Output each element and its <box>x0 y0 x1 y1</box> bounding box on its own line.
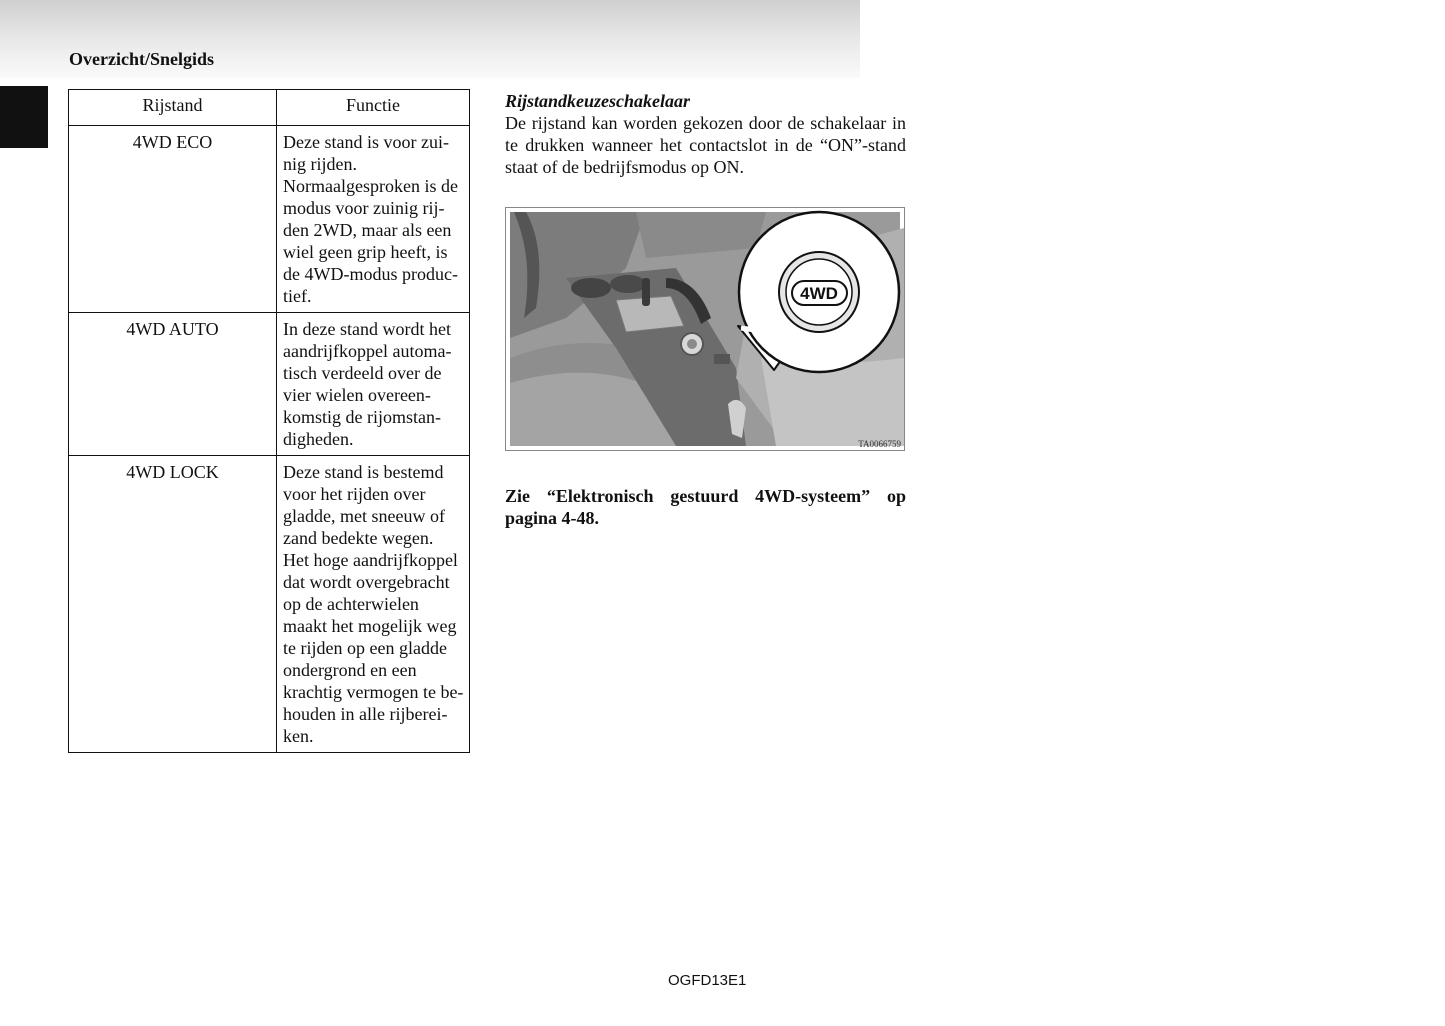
function-line: voor het rijden over <box>283 484 426 504</box>
table-row <box>69 126 470 313</box>
mode-cell: 4WD ECO <box>69 126 277 313</box>
function-line: Normaalgesproken is de <box>283 176 458 196</box>
drive-mode-table <box>68 89 470 753</box>
console-drawing <box>506 208 904 450</box>
function-line: aandrijfkoppel automa- <box>283 341 452 361</box>
function-line: wiel geen grip heeft, is <box>283 242 448 262</box>
function-line: ondergrond en een <box>283 660 417 680</box>
page-reference: Zie “Elektronisch gestuurd 4WD-systeem” op pagina 4-48. <box>505 486 906 528</box>
section-tab-marker <box>0 86 48 148</box>
function-line: vier wielen overeen- <box>283 385 431 405</box>
table-row <box>69 456 470 753</box>
function-line: digheden. <box>283 429 354 449</box>
function-line: Het hoge aandrijfkoppel <box>283 550 458 570</box>
table-row <box>69 313 470 456</box>
function-line: de 4WD-modus produc- <box>283 264 458 284</box>
document-code: OGFD13E1 <box>668 972 747 989</box>
mode-cell: 4WD AUTO <box>69 313 277 456</box>
selector-section <box>505 90 906 178</box>
function-line: komstig de rijomstan- <box>283 407 441 427</box>
function-cell <box>277 126 470 313</box>
function-line: In deze stand wordt het <box>283 319 451 339</box>
function-line: krachtig vermogen te be- <box>283 682 464 702</box>
selector-heading: Rijstandkeuzeschakelaar <box>505 91 691 111</box>
function-line: tief. <box>283 286 312 306</box>
function-line: dat wordt overgebracht <box>283 572 450 592</box>
function-line: maakt het mogelijk weg <box>283 616 457 636</box>
table-header-row <box>69 90 470 126</box>
function-line: tisch verdeeld over de <box>283 363 442 383</box>
function-line: gladde, met sneeuw of <box>283 506 445 526</box>
function-cell <box>277 313 470 456</box>
function-line: ken. <box>283 726 314 746</box>
column-header-function: Functie <box>277 90 470 126</box>
function-line: zand bedekte wegen. <box>283 528 434 548</box>
function-line: Deze stand is voor zui- <box>283 132 449 152</box>
section-title: Overzicht/Snelgids <box>69 49 214 69</box>
function-line: op de achterwielen <box>283 594 419 614</box>
console-illustration <box>505 207 905 451</box>
function-line: nig rijden. <box>283 154 357 174</box>
4wd-button-label: 4WD <box>800 284 838 303</box>
mode-cell: 4WD LOCK <box>69 456 277 753</box>
figure-code: TA0066759 <box>858 439 901 449</box>
function-line: modus voor zuinig rij- <box>283 198 445 218</box>
function-cell <box>277 456 470 753</box>
column-header-mode: Rijstand <box>69 90 277 126</box>
function-line: houden in alle rijberei- <box>283 704 448 724</box>
function-line: den 2WD, maar als een <box>283 220 452 240</box>
selector-paragraph: De rijstand kan worden gekozen door de schakelaar in te drukken wanneer het contactslot in de “ON”-stand staat of de bedrijfsmodus op ON. <box>505 113 906 177</box>
function-line: te rijden op een gladde <box>283 638 447 658</box>
function-line: Deze stand is bestemd <box>283 462 444 482</box>
